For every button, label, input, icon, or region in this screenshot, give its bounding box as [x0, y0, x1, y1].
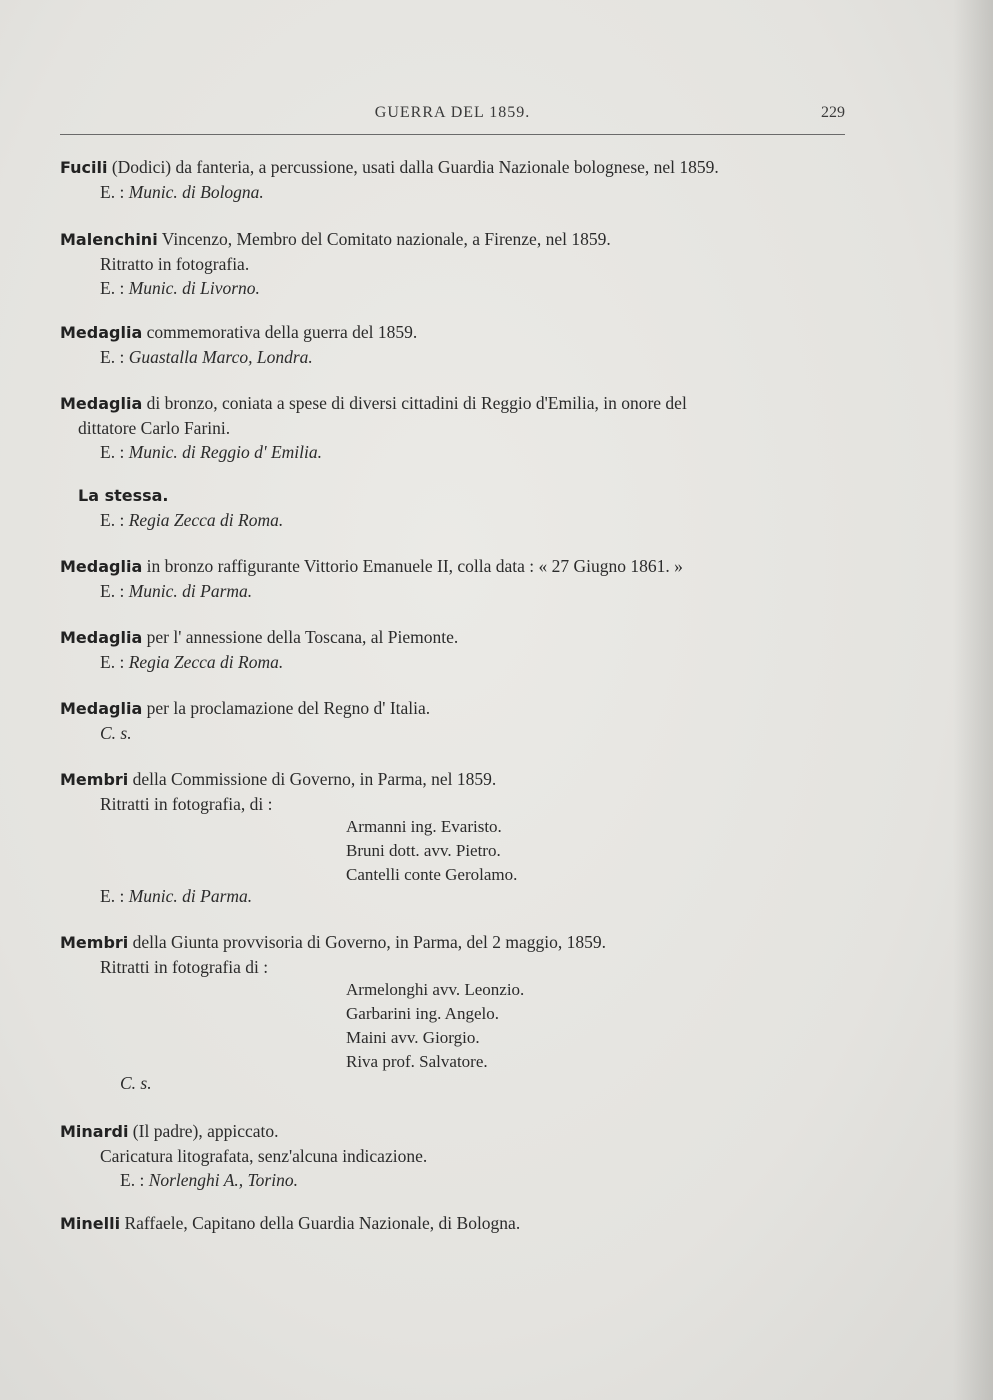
entry-text: commemorativa della guerra del 1859. — [142, 322, 418, 342]
catalog-entry-la-stessa — [60, 483, 860, 532]
catalog-entry-malenchini — [60, 227, 860, 300]
entry-text: Vincenzo, Membro del Comitato nazionale, a Firenze, nel 1859. — [157, 229, 611, 249]
entry-text-continued: dittatore Carlo Farini. — [78, 418, 231, 438]
entry-subline: Ritratti in fotografia di : — [100, 957, 269, 977]
come-sopra-line — [60, 1071, 860, 1095]
exhibitor-line — [60, 884, 860, 908]
exhibitor-value: Munic. di Livorno. — [128, 278, 260, 298]
entry-text: per la proclamazione del Regno d' Italia. — [142, 698, 431, 718]
name-item: Maini avv. Giorgio. — [346, 1028, 480, 1047]
catalog-entry-medaglia-commemorativa — [60, 320, 860, 369]
entry-text: in bronzo raffigurante Vittorio Emanuele II, colla data : « 27 Giugno 1861. » — [142, 556, 683, 576]
entry-text: (Il padre), appiccato. — [128, 1121, 279, 1141]
entry-heading: Membri — [60, 933, 129, 952]
header-title: GUERRA DEL 1859. — [374, 104, 531, 121]
entry-heading: Medaglia — [60, 699, 143, 718]
entry-heading: Malenchini — [60, 230, 158, 249]
name-item: Cantelli conte Gerolamo. — [346, 865, 518, 884]
exhibitor-label: E. : — [100, 278, 129, 298]
exhibitor-value: Munic. di Parma. — [128, 886, 253, 906]
catalog-entry-fucili — [60, 155, 860, 204]
exhibitor-label: E. : — [100, 182, 129, 202]
catalog-entry-minelli — [60, 1211, 860, 1236]
come-sopra-note: C. s. — [120, 1073, 152, 1093]
catalog-entry-membri-giunta — [60, 930, 860, 979]
catalog-entry-membri-commissione — [60, 767, 860, 816]
page-number: 229 — [821, 104, 845, 121]
entry-subline: Caricatura litografata, senz'alcuna indicazione. — [100, 1146, 428, 1166]
entry-heading: Medaglia — [60, 557, 143, 576]
names-list — [346, 815, 517, 887]
names-list — [346, 978, 524, 1074]
entry-heading: Medaglia — [60, 394, 143, 413]
name-item: Bruni dott. avv. Pietro. — [346, 841, 501, 860]
entry-heading: Medaglia — [60, 323, 143, 342]
name-item: Armanni ing. Evaristo. — [346, 817, 502, 836]
exhibitor-label: E. : — [100, 581, 129, 601]
entry-subline: Ritratto in fotografia. — [100, 254, 250, 274]
catalog-entry-medaglia-vittorio — [60, 554, 860, 603]
entry-text: per l' annessione della Toscana, al Piemonte. — [142, 627, 459, 647]
catalog-entry-medaglia-annessione — [60, 625, 860, 674]
header-rule — [60, 134, 845, 135]
entry-heading: Fucili — [60, 158, 108, 177]
exhibitor-label: E. : — [100, 652, 129, 672]
entry-heading: Minardi — [60, 1122, 129, 1141]
exhibitor-value: Regia Zecca di Roma. — [128, 510, 284, 530]
catalog-entry-medaglia-proclamazione — [60, 696, 860, 745]
entry-text: (Dodici) da fanteria, a percussione, usati dalla Guardia Nazionale bolognese, nel 1859. — [107, 157, 719, 177]
exhibitor-value: Munic. di Bologna. — [128, 182, 264, 202]
catalog-entry-medaglia-bronzo — [60, 391, 860, 464]
exhibitor-value: Munic. di Parma. — [128, 581, 253, 601]
running-header — [60, 104, 845, 128]
name-item: Riva prof. Salvatore. — [346, 1052, 488, 1071]
entry-heading: Medaglia — [60, 628, 143, 647]
exhibitor-value: Norlenghi A., Torino. — [148, 1170, 298, 1190]
entry-text: della Giunta provvisoria di Governo, in Parma, del 2 maggio, 1859. — [128, 932, 607, 952]
entry-text: Raffaele, Capitano della Guardia Nazionale, di Bologna. — [120, 1213, 521, 1233]
entry-heading: Membri — [60, 770, 129, 789]
exhibitor-label: E. : — [100, 886, 129, 906]
exhibitor-value: Regia Zecca di Roma. — [128, 652, 284, 672]
exhibitor-label: E. : — [100, 442, 129, 462]
exhibitor-value: Guastalla Marco, Londra. — [128, 347, 313, 367]
page-edge-shadow — [953, 0, 993, 1400]
entry-heading: Minelli — [60, 1214, 121, 1233]
exhibitor-label: E. : — [120, 1170, 149, 1190]
name-item: Armelonghi avv. Leonzio. — [346, 980, 525, 999]
entry-heading: La stessa. — [78, 486, 169, 505]
catalog-entry-minardi — [60, 1119, 860, 1192]
entry-subline: Ritratti in fotografia, di : — [100, 794, 273, 814]
entry-text: della Commissione di Governo, in Parma, nel 1859. — [128, 769, 497, 789]
exhibitor-label: E. : — [100, 510, 129, 530]
exhibitor-value: Munic. di Reggio d' Emilia. — [128, 442, 322, 462]
come-sopra-note: C. s. — [100, 723, 132, 743]
name-item: Garbarini ing. Angelo. — [346, 1004, 499, 1023]
entry-text: di bronzo, coniata a spese di diversi cittadini di Reggio d'Emilia, in onore del — [142, 393, 687, 413]
exhibitor-label: E. : — [100, 347, 129, 367]
